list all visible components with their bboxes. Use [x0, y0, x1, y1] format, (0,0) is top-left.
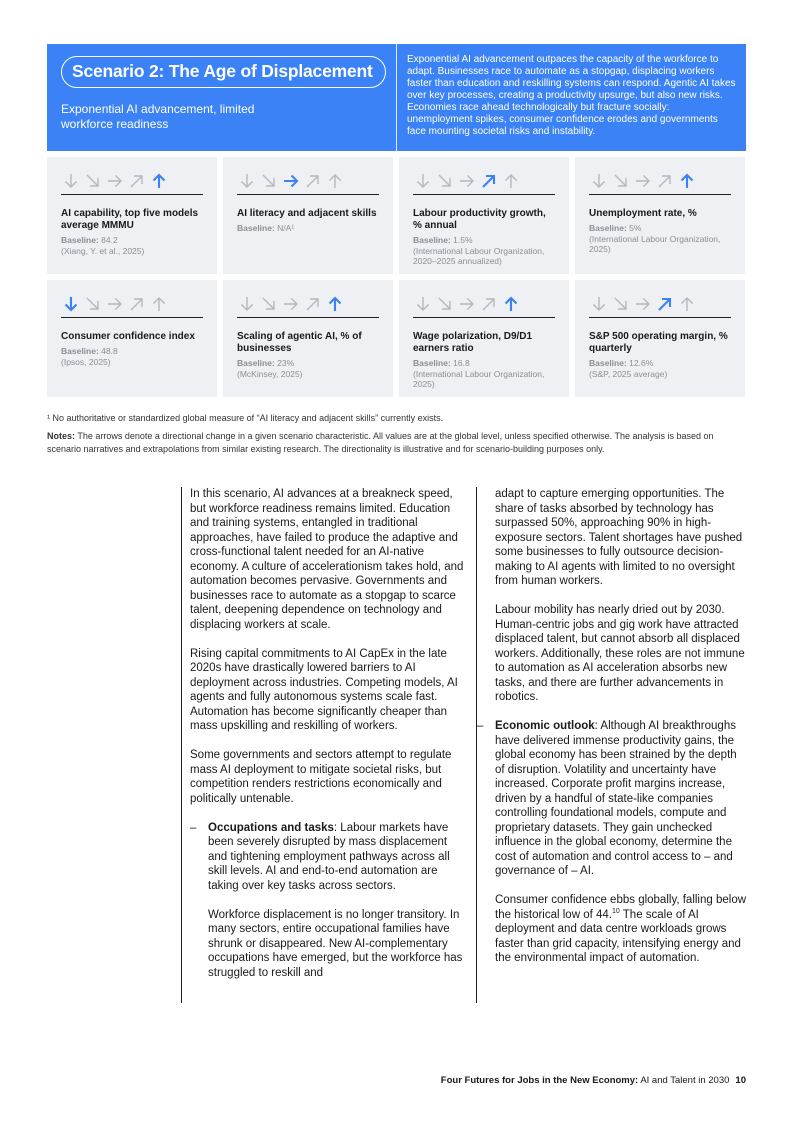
arrow-down-right-icon	[611, 294, 631, 314]
direction-arrows	[589, 294, 731, 318]
arrow-up-icon	[325, 294, 345, 314]
indicator-baseline: Baseline: 23%	[237, 358, 295, 368]
arrow-right-icon	[281, 294, 301, 314]
arrow-down-right-icon	[259, 294, 279, 314]
arrow-down-icon	[237, 171, 257, 191]
arrow-down-right-icon	[83, 294, 103, 314]
arrow-up-icon	[501, 171, 521, 191]
indicator-source: (Ipsos, 2025)	[61, 356, 111, 367]
direction-arrows	[61, 294, 203, 318]
indicator-baseline: Baseline: 84.2	[61, 235, 118, 245]
arrow-right-icon	[457, 294, 477, 314]
arrow-up-right-icon	[479, 294, 499, 314]
body-right-column	[477, 487, 749, 980]
arrow-down-right-icon	[83, 171, 103, 191]
arrow-up-right-icon	[479, 171, 499, 191]
arrow-down-right-icon	[435, 171, 455, 191]
arrow-up-icon	[677, 171, 697, 191]
arrow-down-icon	[237, 294, 257, 314]
indicator-baseline: Baseline: N/A¹	[237, 223, 295, 233]
report-subtitle: AI and Talent in 2030	[638, 1075, 730, 1086]
reference-superscript: 10	[611, 907, 620, 915]
arrow-up-icon	[325, 171, 345, 191]
notes: Notes: The arrows denote a directional change in a given scenario characteristic. All values are at the global level, unless specified otherwise. The analysis is based on scenario narratives and extrapolations from similar existing research. The directionality is illustrative and for scenario-building purposes only.	[47, 431, 714, 454]
left-column-rule	[181, 487, 182, 1003]
arrow-down-icon	[589, 171, 609, 191]
arrow-up-right-icon	[127, 171, 147, 191]
report-title: Four Futures for Jobs in the New Economy:	[440, 1075, 639, 1086]
arrow-up-right-icon	[655, 294, 675, 314]
indicator-card	[399, 280, 569, 397]
indicator-title: Consumer confidence index	[61, 331, 195, 342]
economic-label: Economic outlook	[495, 720, 595, 732]
arrow-right-icon	[457, 171, 477, 191]
banner-left	[47, 44, 397, 151]
arrow-down-right-icon	[259, 171, 279, 191]
indicator-baseline: Baseline: 48.8	[61, 346, 118, 356]
arrow-down-icon	[61, 294, 81, 314]
indicator-title: AI literacy and adjacent skills	[237, 208, 377, 219]
direction-arrows	[237, 294, 379, 318]
indicator-card	[223, 280, 393, 397]
indicator-baseline: Baseline: 12.6%	[589, 358, 654, 368]
indicator-source: (S&P, 2025 average)	[589, 368, 668, 379]
page-footer	[441, 1075, 746, 1086]
indicator-title: Wage polarization, D9/D1 earners ratio	[413, 331, 533, 354]
arrow-up-icon	[149, 171, 169, 191]
arrow-down-right-icon	[435, 294, 455, 314]
arrow-right-icon	[633, 171, 653, 191]
indicator-title: Labour productivity growth, % annual	[413, 208, 546, 231]
body-paragraph: Labour mobility has nearly dried out by 2030. Human-centric jobs and gig work have attracted displaced talent, but cannot absorb all displaced workers. Additionally, these roles are not immune to automation as AI acceleration absorbs new tasks, and there are further advancements in robotics.	[495, 604, 745, 703]
arrow-up-right-icon	[303, 294, 323, 314]
arrow-right-icon	[281, 171, 301, 191]
arrow-right-icon	[633, 294, 653, 314]
direction-arrows	[413, 171, 555, 195]
body-paragraph: Rising capital commitments to AI CapEx in the late 2020s have drastically lowered barriers to AI deployment across industries. Competing models, AI agents and fully autonomous systems scale fast. Automation has become significantly cheaper than mass upskilling and reskilling of workers.	[190, 647, 458, 732]
occupations-bullet: – Occupations and tasks: Labour markets have been severely disrupted by mass displacement and tightening employment pathways across all skill levels. AI and end-to-end automation are taking over key tasks across sectors. Workforce displacement is no longer transitory. In many sectors, entire occupational families have shrunk or disappeared. New AI-complementary occupations have emerged, but the workforce has struggled to reskill and	[190, 821, 465, 981]
indicator-title: S&P 500 operating margin, % quarterly	[589, 331, 728, 354]
arrow-up-icon	[677, 294, 697, 314]
direction-arrows	[237, 171, 379, 195]
indicator-title: Unemployment rate, %	[589, 208, 697, 219]
body-left-column	[190, 487, 465, 995]
indicator-card	[399, 157, 569, 274]
arrow-right-icon	[105, 294, 125, 314]
indicator-source: (International Labour Organization, 2020–2025 annualized)	[413, 245, 545, 266]
arrow-down-icon	[589, 294, 609, 314]
indicator-title: AI capability, top five models average MMMU	[61, 208, 199, 231]
body-paragraph: Some governments and sectors attempt to regulate mass AI deployment to mitigate societal risks, but competition renders restrictions economically and politically untenable.	[190, 749, 452, 805]
occupations-label: Occupations and tasks	[208, 821, 334, 834]
indicator-source: (Xiang, Y. et al., 2025)	[61, 245, 145, 256]
arrow-down-icon	[413, 294, 433, 314]
direction-arrows	[61, 171, 203, 195]
indicator-card	[575, 157, 745, 274]
body-paragraph: In this scenario, AI advances at a breakneck speed, but workforce readiness remains limited. Education and training systems, entangled in traditional approaches, have failed to produce the adaptive and cross-functional talent needed for an AI-native economy. A culture of accelerationism takes hold, and automation becomes pervasive. Governments and businesses race to automate as a stopgap to scarce talent, deepening dependence on technology and displacing workers at scale.	[190, 488, 464, 631]
indicator-card	[47, 280, 217, 397]
indicator-baseline: Baseline: 16.8	[413, 358, 470, 368]
arrow-up-right-icon	[303, 171, 323, 191]
scenario-banner	[47, 44, 746, 151]
footnote: ¹ No authoritative or standardized global measure of “AI literacy and adjacent skills” currently exists.	[47, 413, 444, 423]
arrow-up-icon	[501, 294, 521, 314]
page-number: 10	[735, 1075, 746, 1086]
indicator-baseline: Baseline: 5%	[589, 223, 642, 233]
indicator-card	[47, 157, 217, 274]
body-paragraph: Consumer confidence ebbs globally, falling below the historical low of 44.10 The scale of AI deployment and data centre workloads grows faster than grid capacity, intensifying energy and the environmental impact of automation.	[495, 894, 747, 964]
economic-bullet: – Economic outlook: Although AI breakthroughs have delivered immense productivity gains, the global economy has been strained by the depth of disruption. Volatility and uncertainty have increased. Corporate profit margins increase, driven by a handful of state-like companies controlling foundational models, compute and proprietary datasets. They gain unchecked influence in the global economy, determine the cost of automation and control access to – and governance of – AI. Consumer confidence ebbs globally, falling below the historical low of 44.10 The scale of AI deployment and data centre workloads grows faster than grid capacity, intensifying energy and the environmental impact of automation.	[477, 719, 749, 966]
body-paragraph: Workforce displacement is no longer transitory. In many sectors, entire occupational families have shrunk or disappeared. New AI-complementary occupations have emerged, but the workforce has struggled to reskill and	[208, 908, 463, 979]
arrow-down-icon	[61, 171, 81, 191]
indicator-title: Scaling of agentic AI, % of businesses	[237, 331, 362, 354]
indicator-grid	[47, 157, 746, 397]
arrow-right-icon	[105, 171, 125, 191]
arrow-down-right-icon	[611, 171, 631, 191]
indicator-card	[575, 280, 745, 397]
indicator-card	[223, 157, 393, 274]
direction-arrows	[589, 171, 731, 195]
indicator-source: (International Labour Organization, 2025)	[589, 233, 721, 254]
arrow-up-right-icon	[127, 294, 147, 314]
scenario-subtitle: Exponential AI advancement, limited workforce readiness	[61, 102, 255, 131]
body-paragraph: adapt to capture emerging opportunities. The share of tasks absorbed by technology has surpassed 50%, approaching 90% in high-exposure sectors. Talent shortages have pushed some businesses to fully outsource decision-making to AI agents with limited to no oversight from human workers.	[495, 488, 743, 587]
direction-arrows	[413, 294, 555, 318]
scenario-description: Exponential AI advancement outpaces the capacity of the workforce to adapt. Businesses race to automate as a stopgap, displacing workers faster than education and reskilling systems can respond. Agentic AI takes over key processes, creating a productivity upsurge, but also new risks. Economies race ahead technologically but fracture socially: unemployment spikes, consumer confidence erodes and governments face mounting societal risks and instability.	[407, 54, 736, 137]
bullet-dash: –	[477, 720, 484, 732]
indicator-source: (International Labour Organization, 2025)	[413, 368, 545, 389]
indicator-source: (McKinsey, 2025)	[237, 368, 303, 379]
arrow-up-right-icon	[655, 171, 675, 191]
indicator-baseline: Baseline: 1.5%	[413, 235, 473, 245]
arrow-down-icon	[413, 171, 433, 191]
scenario-title: Scenario 2: The Age of Displacement	[61, 56, 386, 88]
bullet-dash: –	[190, 821, 197, 834]
arrow-up-icon	[149, 294, 169, 314]
